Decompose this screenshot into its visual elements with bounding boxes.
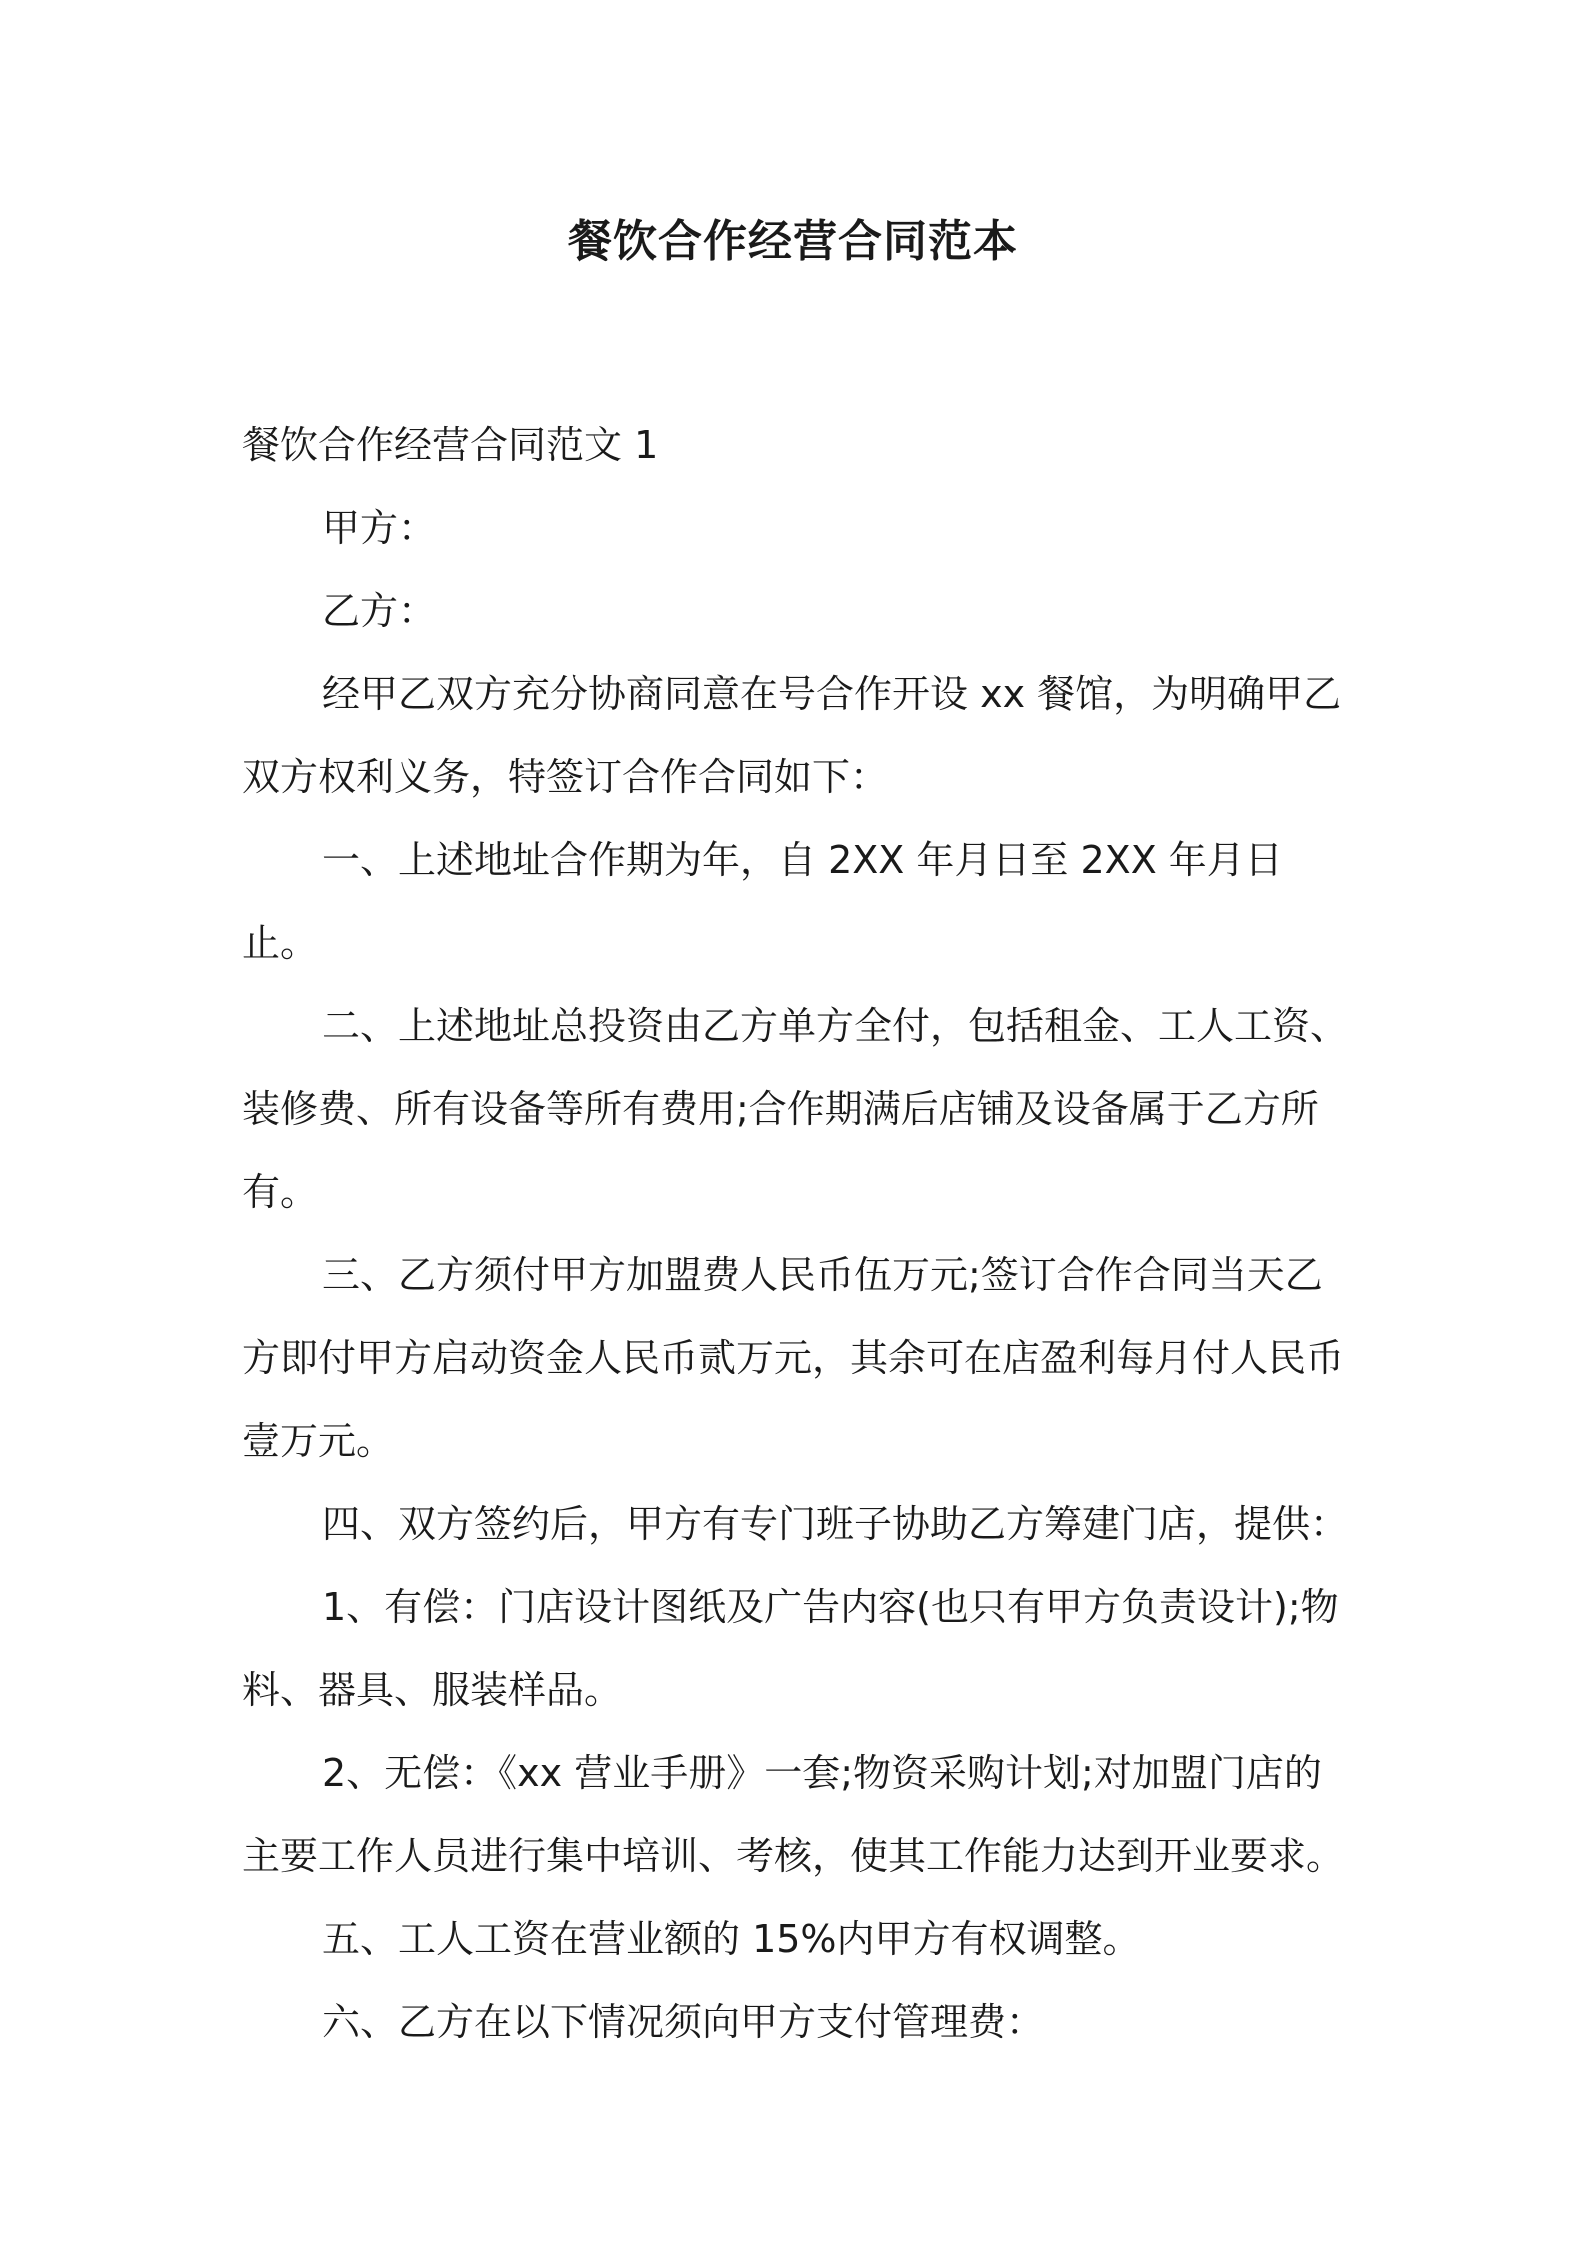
clause-2: 二、上述地址总投资由乙方单方全付，包括租金、工人工资、装修费、所有设备等所有费用;合作期满后店铺及设备属于乙方所有。 [242, 1004, 1349, 1214]
document-body [242, 404, 1352, 2064]
clause-4: 四、双方签约后，甲方有专门班子协助乙方筹建门店，提供： [322, 1502, 1349, 1546]
section-heading: 餐饮合作经营合同范文 1 [242, 423, 659, 467]
party-a-line: 甲方： [322, 506, 437, 550]
clause-4-item-2: 2、无偿：《xx 营业手册》一套;物资采购计划;对加盟门店的主要工作人员进行集中培训、考核，使其工作能力达到开业要求。 [242, 1751, 1345, 1878]
clause-3: 三、乙方须付甲方加盟费人民币伍万元;签订合作合同当天乙方即付甲方启动资金人民币贰万元，其余可在店盈利每月付人民币壹万元。 [242, 1253, 1345, 1463]
preamble-paragraph: 经甲乙双方充分协商同意在号合作开设 xx 餐馆，为明确甲乙双方权利义务，特签订合作合同如下： [242, 672, 1342, 799]
party-b-line: 乙方： [322, 589, 437, 633]
document-title: 餐饮合作经营合同范本 [568, 216, 1018, 267]
clause-1: 一、上述地址合作期为年，自 2XX 年月日至 2XX 年月日止。 [242, 838, 1283, 965]
clause-6: 六、乙方在以下情况须向甲方支付管理费： [322, 2000, 1045, 2044]
clause-4-item-1: 1、有偿：门店设计图纸及广告内容(也只有甲方负责设计);物料、器具、服装样品。 [242, 1585, 1339, 1712]
clause-5: 五、工人工资在营业额的 15%内甲方有权调整。 [322, 1917, 1141, 1961]
